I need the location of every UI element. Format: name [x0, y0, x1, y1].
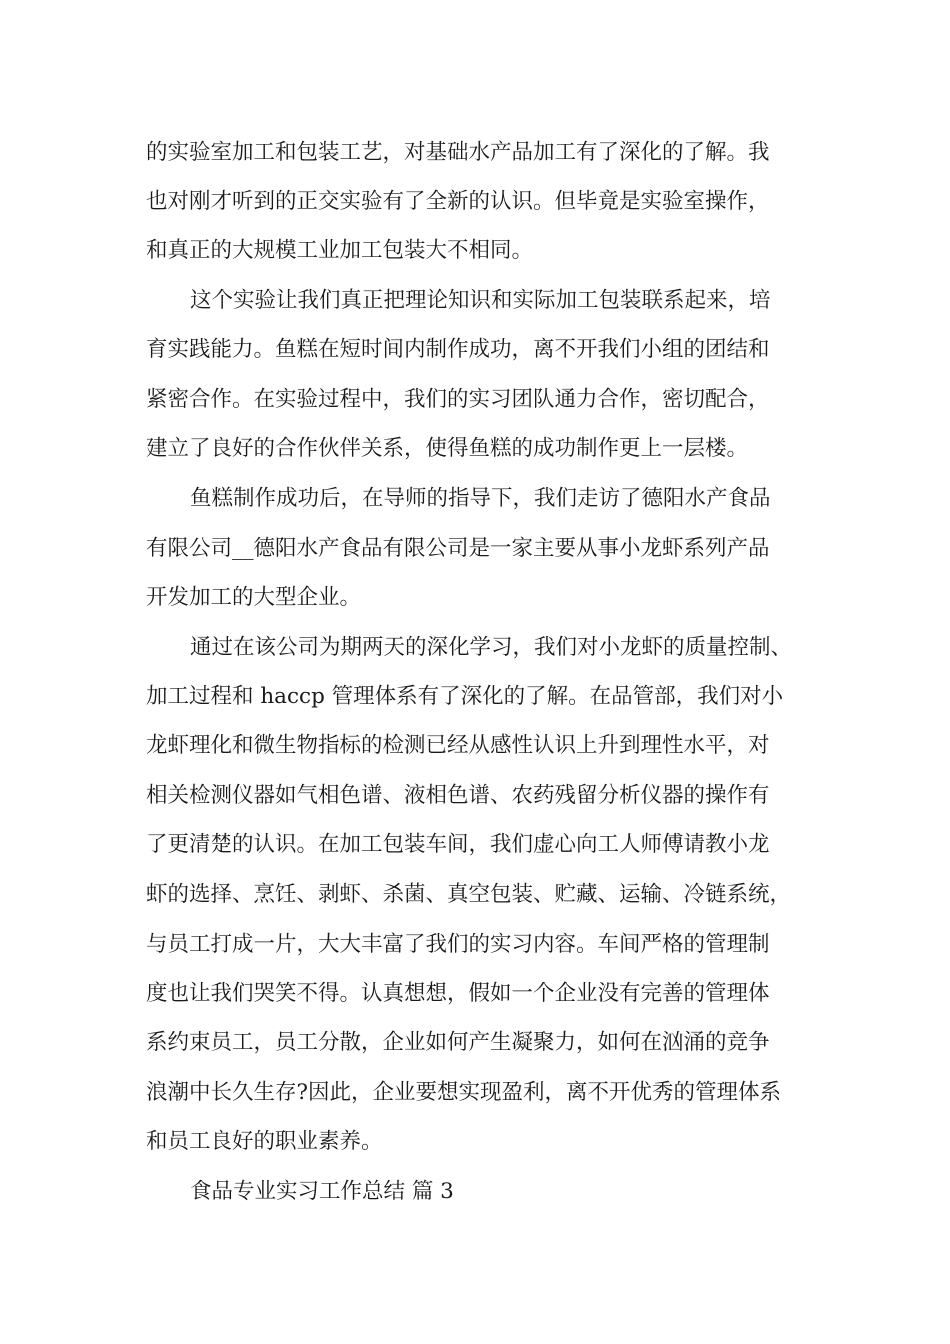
- text-line: 建立了良好的合作伙伴关系，使得鱼糕的成功制作更上一层楼。: [146, 436, 749, 461]
- paragraph-first-line: 这个实验让我们真正把理论知识和实际加工包装联系起来，培: [190, 288, 771, 313]
- text-line: 和员工良好的职业素养。: [146, 1129, 383, 1154]
- paragraph-first-line: 鱼糕制作成功后，在导师的指导下，我们走访了德阳水产食品: [190, 486, 771, 511]
- text-line: 浪潮中长久生存?因此，企业要想实现盈利，离不开优秀的管理体系: [146, 1080, 782, 1105]
- text-line: 的实验室加工和包装工艺，对基础水产品加工有了深化的了解。我: [146, 140, 770, 165]
- text-line: 龙虾理化和微生物指标的检测已经从感性认识上升到理性水平，对: [146, 733, 770, 758]
- text-line: 加工过程和 haccp 管理体系有了深化的了解。在品管部，我们对小: [146, 684, 784, 709]
- text-line: 度也让我们哭笑不得。认真想想，假如一个企业没有完善的管理体: [146, 981, 770, 1006]
- text-line: 相关检测仪器如气相色谱、液相色谱、农药残留分析仪器的操作有: [146, 783, 770, 808]
- text-line: 紧密合作。在实验过程中，我们的实习团队通力合作，密切配合，: [146, 387, 770, 412]
- text-line: 与员工打成一片，大大丰富了我们的实习内容。车间严格的管理制: [146, 932, 770, 957]
- text-line: 育实践能力。鱼糕在短时间内制作成功，离不开我们小组的团结和: [146, 337, 770, 362]
- text-line: 虾的选择、烹饪、剥虾、杀菌、真空包装、贮藏、运输、冷链系统，: [146, 882, 792, 907]
- text-line: 和真正的大规模工业加工包装大不相同。: [146, 238, 534, 263]
- text-line: 了更清楚的认识。在加工包装车间，我们虚心向工人师傅请教小龙: [146, 832, 770, 857]
- paragraph-first-line: 通过在该公司为期两天的深化学习，我们对小龙虾的质量控制、: [190, 635, 793, 660]
- text-line: 有限公司__德阳水产食品有限公司是一家主要从事小龙虾系列产品: [146, 536, 770, 561]
- text-line: 开发加工的大型企业。: [146, 585, 362, 610]
- section-heading: 食品专业实习工作总结 篇 3: [190, 1179, 454, 1204]
- text-line: 也对刚才听到的正交实验有了全新的认识。但毕竟是实验室操作，: [146, 189, 770, 214]
- text-line: 系约束员工，员工分散，企业如何产生凝聚力，如何在汹涌的竞争: [146, 1030, 770, 1055]
